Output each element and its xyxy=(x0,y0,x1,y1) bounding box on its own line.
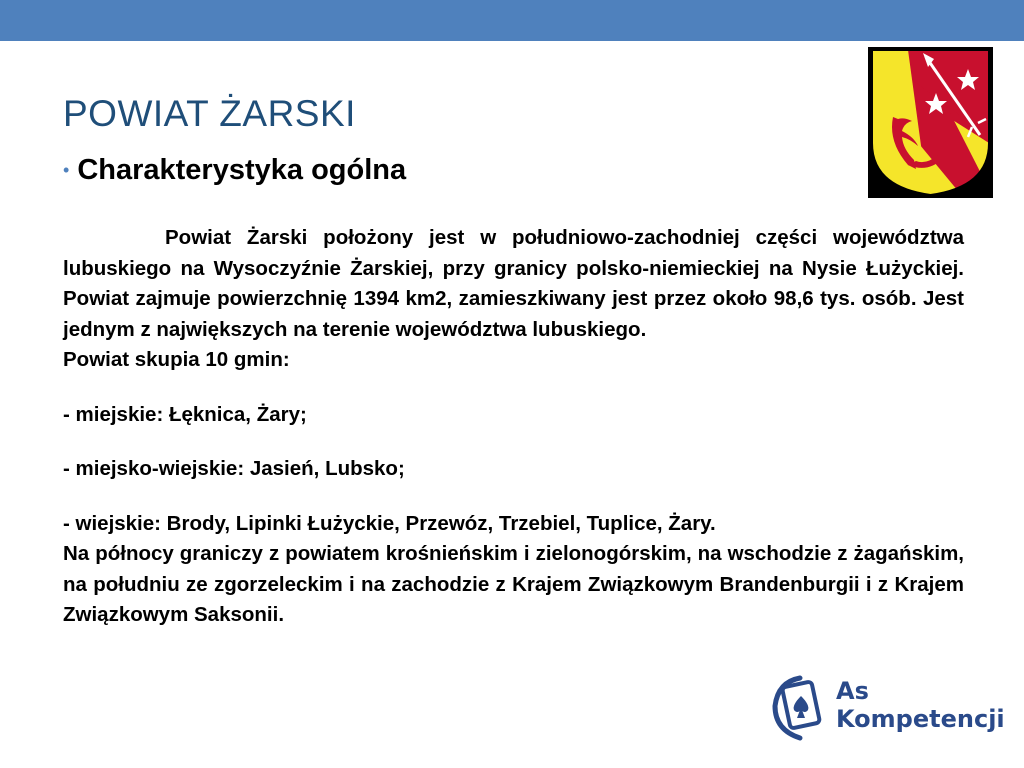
spade-card-icon xyxy=(770,672,832,742)
bullet-subtitle xyxy=(63,152,406,188)
list-item-miejsko-wiejskie: - miejsko-wiejskie: Jasień, Lubsko; xyxy=(63,457,405,480)
page-title: POWIAT ŻARSKI xyxy=(63,93,356,134)
top-accent-bar xyxy=(0,0,1024,41)
logo-text-line2: Kompetencji xyxy=(836,705,1005,733)
list-item-wiejskie: - wiejskie: Brody, Lipinki Łużyckie, Przewóz, Trzebiel, Tuplice, Żary. xyxy=(63,511,716,535)
paragraph-borders: Na północy graniczy z powiatem krośnieńskim i zielonogórskim, na wschodzie z żagańskim, na południu ze zgorzeleckim i na zachodzie z Krajem Związkowym Brandenburgii i z Krajem Związkowym Saksonii. xyxy=(63,542,964,626)
coat-of-arms-icon xyxy=(868,47,993,198)
bullet-icon: • xyxy=(63,159,70,180)
logo xyxy=(770,672,1005,744)
paragraph-intro: Powiat Żarski położony jest w południowo-zachodniej części województwa lubuskiego na Wysoczyźnie Żarskiej, przy granicy polsko-niemieckiej na Nysie Łużyckiej. Powiat zajmuje powierzchnię 1394 km2, zamieszkiwany jest przez około 98,6 tys. osób. Jest jednym z największych na terenie województwa lubuskiego. xyxy=(63,226,964,341)
paragraph-gminy: Powiat skupia 10 gmin: xyxy=(63,348,290,371)
body-text xyxy=(63,223,964,631)
list-item-miejskie: - miejskie: Łęknica, Żary; xyxy=(63,402,307,426)
subtitle: Charakterystyka ogólna xyxy=(77,154,407,186)
logo-text-line1: As xyxy=(836,677,869,705)
